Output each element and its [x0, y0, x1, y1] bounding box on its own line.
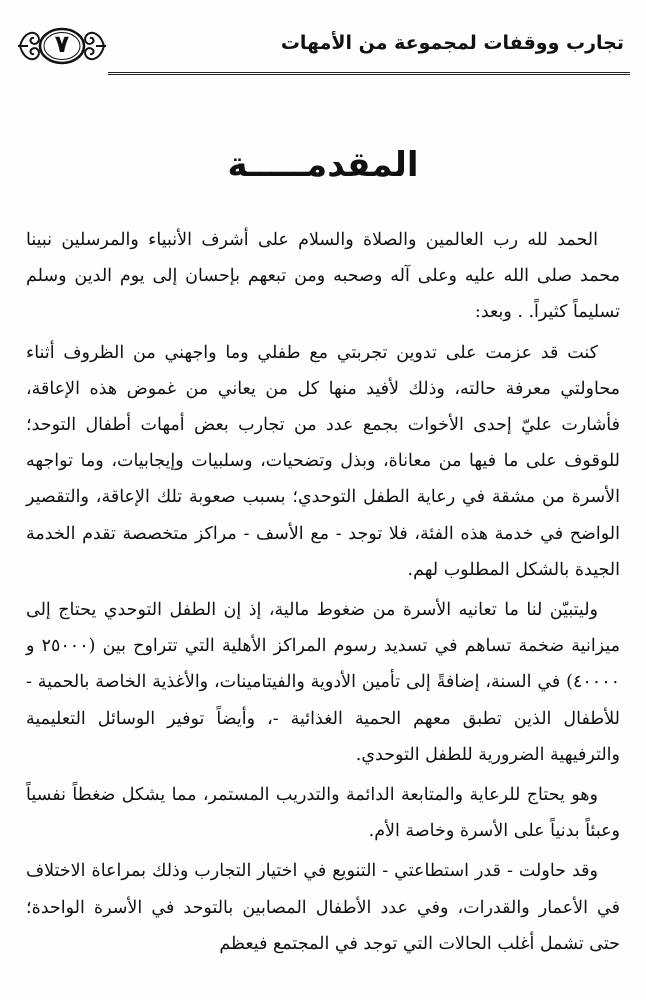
page-number-ornament — [16, 22, 108, 70]
running-header — [8, 22, 634, 78]
header-rule — [108, 72, 630, 75]
paragraph-1: الحمد لله رب العالمين والصلاة والسلام على أشرف الأنبياء والمرسلين نبينا محمد صلى الله عليه وعلى آله وصحبه ومن تبعهم بإحسان إلى يوم الدين وسلم تسليماً كثيراً. . وبعد: — [26, 230, 620, 323]
paragraph-3: وليتبيّن لنا ما تعانيه الأسرة من ضغوط مالية، إذ إن الطفل التوحدي يحتاج إلى ميزانية ضخمة تساهم في تسديد رسوم المراكز الأهلية التي تتراوح بين (٢٥٠٠٠ و ٤٠٠٠٠) في السنة، إضافةً إلى تأمين الأدوية والفيتامينات، والأغذية الخاصة بالحمية - للأطفال الذين تطبق معهم الحمية الغذائية -، وأيضاً توفير الوسائل التعليمية والترفيهية الضرورية للطفل التوحدي. — [26, 600, 620, 765]
paragraph-4: وهو يحتاج للرعاية والمتابعة الدائمة والتدريب المستمر، مما يشكل ضغطاً نفسياً وعبئاً بدنياً على الأسرة وخاصة الأم. — [26, 785, 620, 842]
chapter-title: المقدمـــــة — [227, 145, 419, 185]
paragraph-5: وقد حاولت - قدر استطاعتي - التنويع في اختيار التجارب وذلك بمراعاة الاختلاف في الأعمار والقدرات، وفي عدد الأطفال المصابين بالتوحد في الأسرة الواحدة؛ حتى تشمل أغلب الحالات التي توجد في المجتمع فيعظم — [26, 861, 620, 954]
body-text — [26, 222, 620, 966]
running-title: تجارب ووقفات لمجموعة من الأمهات — [280, 32, 624, 54]
paragraph-2: كنت قد عزمت على تدوين تجربتي مع طفلي وما واجهني من الظروف أثناء محاولتي معرفة حالته، وذلك لأفيد منها كل من يعاني من غموض هذه الإعاقة، فأشارت عليّ إحدى الأخوات بجمع عدد من تجارب بعض أمهات أطفال التوحد؛ للوقوف على ما فيها من معاناة، وبذل وتضحيات، وسلبيات وإيجابيات، وما تواجهه الأسرة من مشقة في رعاية الطفل التوحدي؛ بسبب صعوبة تلك الإعاقة، والتقصير الواضح في خدمة هذه الفئة، فلا توجد - مع الأسف - مراكز متخصصة تقدم الخدمة الجيدة بالشكل المطلوب لهم. — [26, 342, 620, 580]
page-number: ٧ — [54, 30, 70, 58]
